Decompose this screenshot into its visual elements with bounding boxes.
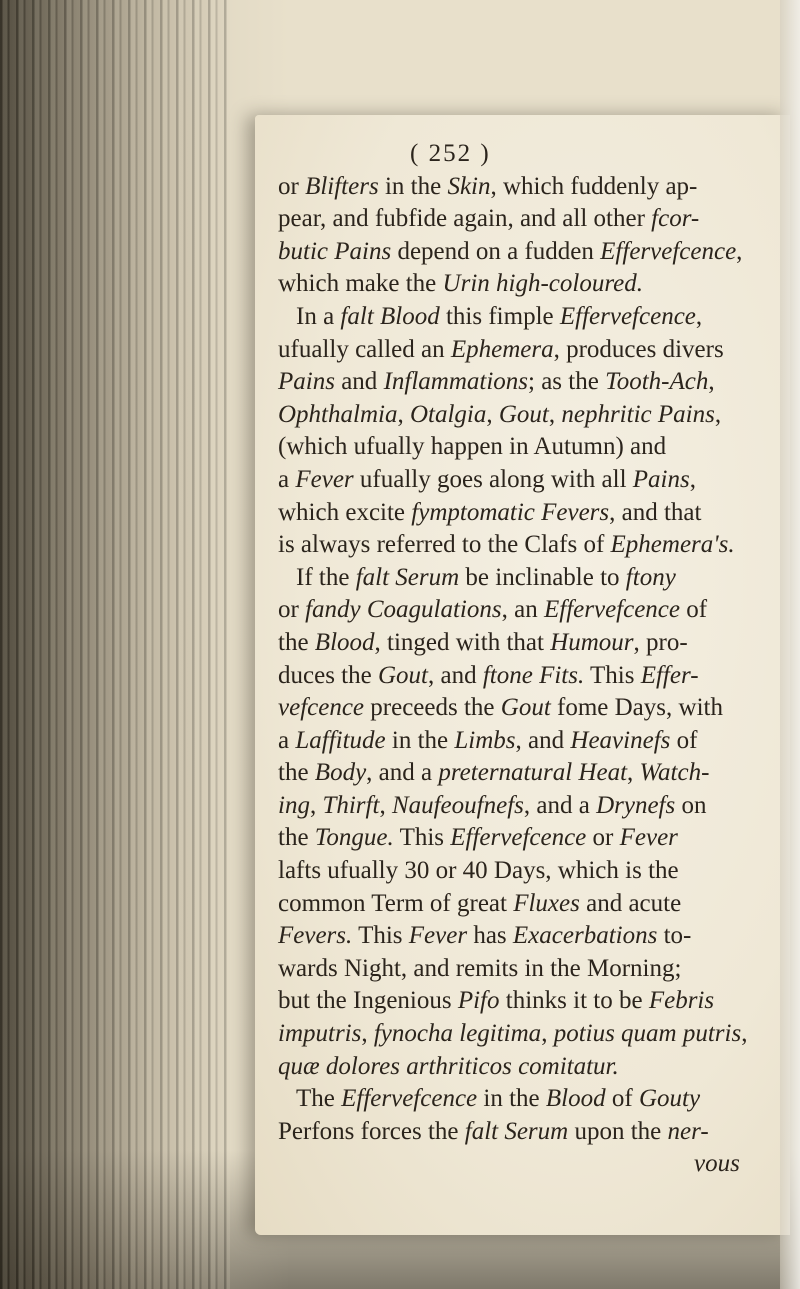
text-run: lafts ufually 30 or 40 Days, which is the [278,857,679,885]
italic-run: butic Pains [278,237,392,265]
text-run: and [334,368,384,396]
text-run: upon the [568,1117,668,1145]
italic-run: Ephemera [450,335,554,363]
text-line [278,431,778,464]
text-run: this fimple [439,302,560,330]
text-line [278,529,778,562]
text-run: fome Days, with [550,694,723,722]
italic-run: Fluxes [513,889,580,917]
italic-run: Blifters [305,172,379,200]
italic-run: Ephemera's. [610,531,735,559]
text-run: , [309,791,323,819]
page-edge [780,0,800,1289]
page-number: ( 252 ) [410,140,491,167]
text-run: , and a [523,791,597,819]
italic-run: falt Serum [355,563,460,591]
italic-run: Effer- [640,661,699,689]
italic-run: Drynefs [596,791,676,819]
text-line [278,497,778,530]
text-line [278,888,778,921]
italic-run: Blood [314,628,375,656]
text-run: , and a [366,759,439,787]
text-run: in the [385,726,455,754]
text-run: the [278,628,315,656]
italic-run: Tongue. [314,824,394,852]
text-run: and acute [579,889,682,917]
text-run: ufually goes along with all [353,465,633,493]
text-line [278,757,778,790]
text-run: The [296,1085,342,1113]
text-line [278,660,778,693]
text-run: a [278,726,296,754]
italic-run: Fevers. [278,922,353,950]
text-line [278,236,778,269]
text-run: wards Night, and remits in the Morning; [278,954,682,982]
italic-run: vefcence [278,694,365,722]
text-run: or [586,824,620,852]
italic-run: fcor- [651,205,700,233]
italic-run: imputris [278,1020,362,1048]
text-run: , [627,759,640,787]
italic-run: Blood [545,1085,606,1113]
text-run: or [278,172,306,200]
text-line [278,822,778,855]
text-run: , [379,791,392,819]
text-line [278,399,778,432]
italic-run: Pifo [457,987,500,1015]
italic-run: Effervefcence [341,1085,478,1113]
text-line [278,203,778,236]
text-line [278,627,778,660]
text-line [278,171,778,204]
text-run: or [278,596,306,624]
text-run: , [397,400,410,428]
text-run: which excite [278,498,412,526]
italic-run: Fever [408,922,468,950]
text-run: is always referred to the Clafs of [278,531,611,559]
text-line [278,1018,778,1051]
italic-run: Gout [498,400,549,428]
italic-run: ner- [667,1117,709,1145]
italic-run: Fever [295,465,354,493]
italic-run: Naufeoufnefs [391,791,524,819]
italic-run: Thirft [322,791,380,819]
italic-run: fymptomatic Fevers [411,498,610,526]
text-run: ; as the [528,368,606,396]
text-run: , [486,400,499,428]
text-run: Perfons forces the [278,1117,465,1145]
italic-run: preternatural Heat [438,759,628,787]
italic-run: nephritic Pains [561,400,715,428]
text-run: on [675,791,707,819]
page-text [278,138,778,1181]
italic-run: falt Blood [340,302,440,330]
text-run: If the [296,563,356,591]
text-run: a [278,465,296,493]
italic-run: fynocha legitima [373,1020,542,1048]
text-line [278,692,778,725]
text-line [278,268,778,301]
text-line [278,464,778,497]
italic-run: Pains [278,368,335,396]
text-run: the [278,824,315,852]
italic-run: Effervefcence [543,596,680,624]
text-run: , [541,1020,554,1048]
text-run: , [361,1020,374,1048]
text-line [278,985,778,1018]
text-run: , [689,465,696,493]
text-run: This [393,824,451,852]
text-run: This [352,922,409,950]
book-spine-shadow [0,0,230,1289]
italic-run: Humour [550,628,634,656]
text-run: , and [427,661,483,689]
text-run: duces the [278,661,378,689]
text-run: of [670,726,698,754]
text-line [278,594,778,627]
italic-run: Effervefcence [600,237,737,265]
italic-run: potius quam putris [553,1020,742,1048]
text-run: depend on a fudden [391,237,601,265]
italic-run: Gouty [638,1085,701,1113]
text-run: in the [378,172,448,200]
text-run: , which fuddenly ap- [490,172,698,200]
italic-run: Otalgia [409,400,487,428]
text-line [278,790,778,823]
text-run: , [714,400,722,428]
text-run: common Term of great [278,889,514,917]
text-run: which make the [278,270,443,298]
italic-run: ing [278,791,310,819]
text-line [278,334,778,367]
text-line [278,1116,778,1149]
text-run: be inclinable to [459,563,626,591]
text-run: has [467,922,513,950]
italic-run: ftone Fits. [482,661,585,689]
italic-run: Heavinefs [570,726,671,754]
italic-run: Fever [619,824,678,852]
text-line [278,562,778,595]
text-run: ufually called an [278,335,451,363]
catchword: vous [694,1150,740,1178]
text-run: , pro- [633,628,688,656]
text-line [278,855,778,888]
text-run: , [548,400,562,428]
text-run: but the Ingenious [278,987,458,1015]
text-run: pear, and fubfide again, and all other [278,205,652,233]
text-run: the [278,759,315,787]
italic-run: Effervefcence [559,302,696,330]
italic-run: Skin [447,172,491,200]
italic-run: Pains [632,465,690,493]
italic-run: Febris [648,987,715,1015]
text-line [278,366,778,399]
text-line [278,920,778,953]
text-line [278,301,778,334]
text-run: to- [657,922,692,950]
text-run: of [680,596,708,624]
text-run: , tinged with that [374,628,551,656]
text-run: In a [296,302,341,330]
text-run: , [695,302,703,330]
italic-run: Inflammations [383,368,529,396]
text-run: , [736,237,743,265]
text-run: of [605,1085,639,1113]
italic-run: Laffitude [295,726,386,754]
text-run: , an [501,596,544,624]
text-line [278,1051,778,1084]
text-run: preceeds the [364,694,501,722]
text-run: , and [515,726,571,754]
text-run: (which ufually happen in Autumn) and [278,433,667,461]
italic-run: Limbs [454,726,516,754]
italic-run: Tooth-Ach [605,368,709,396]
italic-run: Gout [377,661,428,689]
italic-run: Body [314,759,367,787]
text-run: , produces divers [553,335,724,363]
text-run: thinks it to be [499,987,649,1015]
text-line [278,725,778,758]
italic-run: quæ dolores arthriticos comitatur. [278,1052,619,1080]
text-run: This [584,661,641,689]
italic-run: Exacerbations [512,922,658,950]
italic-run: fandy Coagulations [305,596,502,624]
italic-run: Urin high-coloured. [442,270,643,298]
italic-run: Ophthalmia [278,400,398,428]
text-run: in the [477,1085,546,1113]
text-line [278,1083,778,1116]
italic-run: ftony [625,563,676,591]
text-run: , [741,1020,748,1048]
italic-run: Gout [500,694,551,722]
body-text [278,171,778,1149]
text-run: , [708,368,715,396]
text-line [278,953,778,986]
italic-run: Effervefcence [450,824,587,852]
text-run: , and that [609,498,702,526]
italic-run: falt Serum [464,1117,569,1145]
italic-run: Watch- [639,759,710,787]
